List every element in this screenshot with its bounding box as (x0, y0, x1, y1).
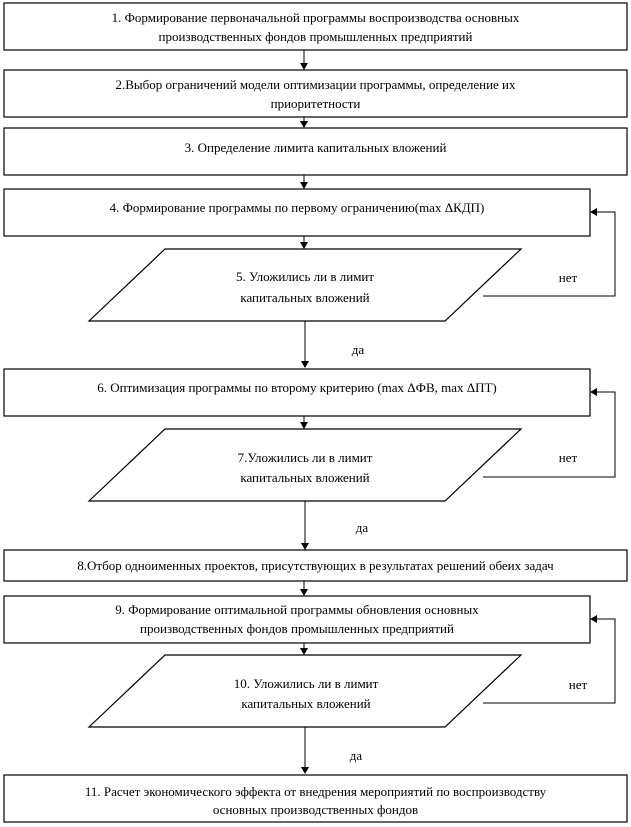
decision-7 (89, 429, 521, 501)
step-1-box (4, 3, 627, 50)
step-11-line-1: 11. Расчет экономического эффекта от внедрения мероприятий по воспроизводству (84, 784, 547, 799)
label-yes-3: да (349, 748, 363, 763)
decision-5 (89, 249, 521, 321)
decision-10-line-2: капитальных вложений (241, 696, 371, 711)
decision-10 (89, 655, 521, 727)
step-2-line-1: 2.Выбор ограничений модели оптимизации программы, определение их (115, 77, 516, 92)
step-6-box (4, 369, 590, 416)
arrow-9-10 (300, 643, 308, 655)
label-yes-2: да (355, 520, 369, 535)
arrow-1-2 (300, 50, 308, 70)
step-3-box (4, 128, 627, 175)
arrow-3-4 (300, 175, 308, 189)
step-3-line-1: 3. Определение лимита капитальных вложений (184, 140, 447, 155)
step-9-box (4, 596, 590, 643)
step-6-line-1: 6. Оптимизация программы по второму критерию (max ΔФВ, max ΔПТ) (97, 380, 497, 395)
step-9-line-1: 9. Формирование оптимальной программы обновления основных (115, 602, 479, 617)
step-4-box (4, 189, 590, 236)
arrow-6-7 (300, 416, 308, 429)
arrow-8-9 (300, 581, 308, 596)
step-1-line-2: производственных фондов промышленных предприятий (158, 29, 473, 44)
decision-7-line-1: 7.Уложились ли в лимит (237, 450, 373, 465)
arrow-2-3 (300, 117, 308, 128)
decision-10-line-1: 10. Уложились ли в лимит (233, 676, 379, 691)
decision-5-line-1: 5. Уложились ли в лимит (235, 269, 375, 284)
arrow-10-11 (301, 727, 362, 774)
label-no-3: нет (568, 677, 588, 692)
step-1-line-1: 1. Формирование первоначальной программы воспроизводства основных (111, 10, 520, 25)
arrow-5-6 (301, 321, 364, 368)
step-2-line-2: приоритетности (270, 96, 361, 111)
step-8-box (4, 550, 627, 581)
step-8-line-1: 8.Отбор одноименных проектов, присутствующих в результатах решений обеих задач (77, 558, 554, 573)
arrow-4-5 (300, 236, 308, 249)
label-no-1: нет (558, 270, 578, 285)
arrow-7-8 (301, 501, 368, 550)
decision-7-line-2: капитальных вложений (240, 470, 370, 485)
label-no-2: нет (558, 450, 578, 465)
step-4-line-1: 4. Формирование программы по первому ограничению(max ΔКДП) (109, 200, 485, 215)
step-11-box (4, 775, 627, 822)
step-2-box (4, 70, 627, 117)
label-yes-1: да (351, 342, 365, 357)
decision-5-line-2: капитальных вложений (240, 290, 370, 305)
step-9-line-2: производственных фондов промышленных предприятий (140, 621, 454, 636)
step-11-line-2: основных производственных фондов (212, 802, 419, 817)
